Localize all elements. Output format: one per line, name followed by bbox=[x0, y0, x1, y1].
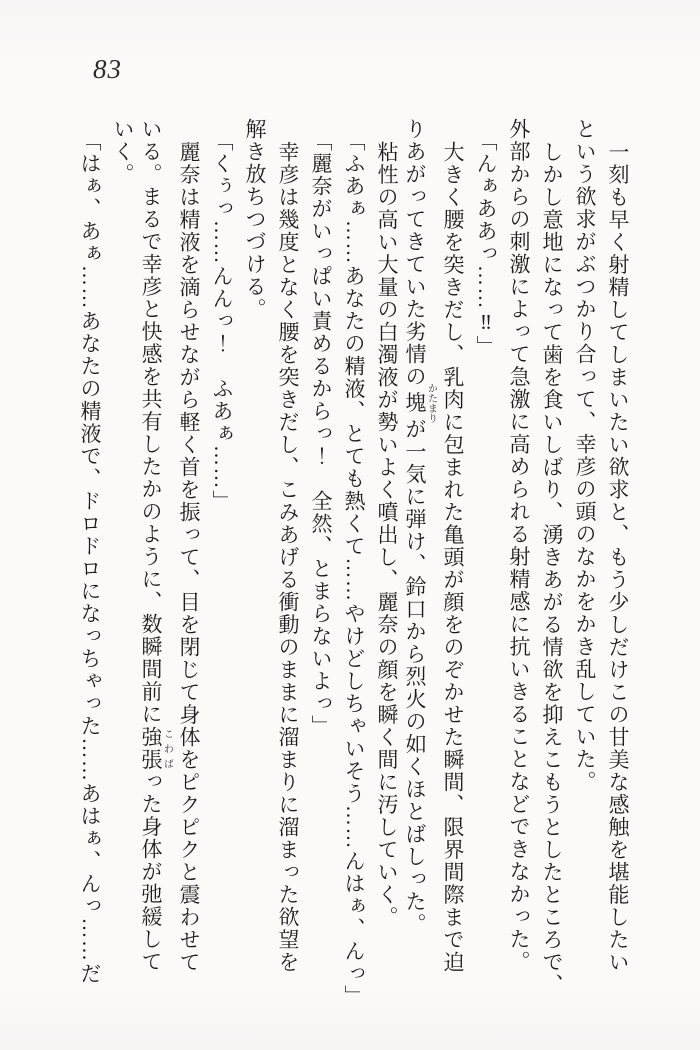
text-column-5: 「んぁああっ……‼」 bbox=[474, 129, 498, 358]
text-column-14: 麗奈は精液を滴らせながら軽く首を振って、目を閉じて身体をピクピクと震わせて bbox=[177, 141, 201, 974]
text-column-6: 大きく腰を突きだし、乳肉に包まれた亀頭が顔をのぞかせた瞬間、限界間際まで迫 bbox=[441, 141, 465, 974]
ruby-annotated-word: 塊かたまり bbox=[403, 383, 437, 423]
text-column-2: という欲求がぶつかり合って、幸彦の頭のなかをかき乱していた。 bbox=[573, 118, 597, 793]
text-column-17: 「はぁ、あぁ……あなたの精液で、ドロドロになっちゃった……あはぁ、んっ……だ bbox=[78, 129, 102, 985]
text-column-13: 「くぅっ……んんっ！ ふあぁ……」 bbox=[210, 129, 234, 512]
text-column-3: しかし意地になって歯を食いしばり、湧きあがる情欲を抑えこもうとしたところで、 bbox=[540, 141, 564, 996]
text-column-1: 一刻も早く射精してしまいたい欲求と、もう少しだけこの甘美な感触を堪能したい bbox=[606, 141, 630, 974]
text-column-16: いく。 bbox=[111, 118, 135, 186]
text-column-8: 粘性の高い大量の白濁液が勢いよく噴出し、麗奈の顔を瞬く間に汚していく。 bbox=[375, 141, 399, 929]
text-column-10: 「麗奈がいっぱい責めるからっ！ 全然、とまらないよっ」 bbox=[309, 129, 333, 737]
text-column-12: 解き放ちつづける。 bbox=[243, 118, 267, 321]
page-number: 83 bbox=[93, 54, 122, 84]
ruby-annotated-word: 強張こわば bbox=[139, 725, 173, 771]
text-column-4: 外部からの刺激によって急激に高められる射精感に抗いきることなどできなかった。 bbox=[507, 118, 531, 973]
text-column-9: 「ふあぁ……あなたの精液、とても熱くて……やけどしちゃいそう……んはぁ、んっ」 bbox=[342, 129, 366, 1007]
text-column-11: 幸彦は幾度となく腰を突きだし、こみあげる衝動のままに溜まりに溜まった欲望を bbox=[276, 141, 300, 974]
text-block bbox=[73, 118, 634, 1007]
text-column-15: いる。まるで幸彦と快感を共有したかのように、数瞬間前に強張こわばった身体が弛緩して bbox=[139, 118, 173, 973]
text-column-7: りあがってきていた劣情の塊かたまりが一気に弾け、鈴口から烈火の如くほとばしった。 bbox=[403, 118, 437, 936]
